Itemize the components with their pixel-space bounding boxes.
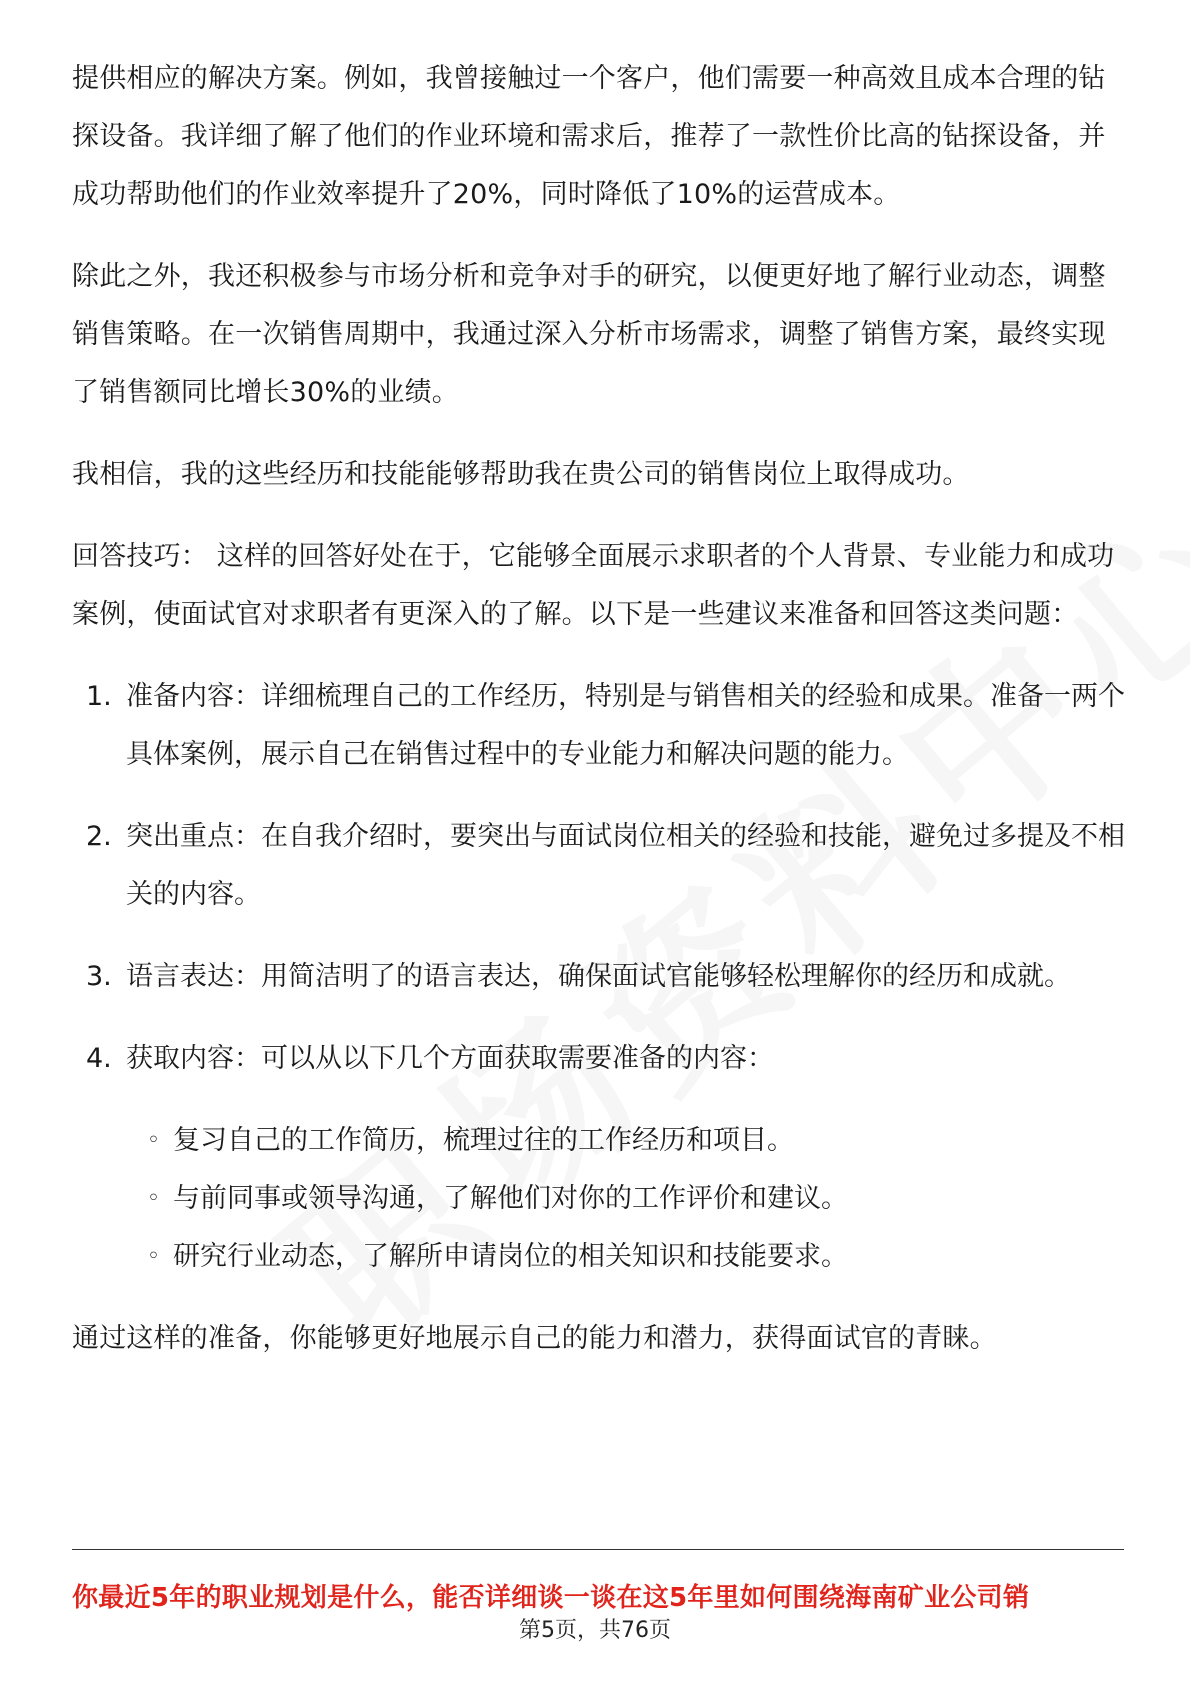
list-item	[72, 808, 1132, 924]
list-item-text: 准备内容：详细梳理自己的工作经历，特别是与销售相关的经验和成果。准备一两个具体案例，展示自己在销售过程中的专业能力和解决问题的能力。	[126, 681, 1125, 770]
bullet-icon: ◦	[147, 1244, 160, 1269]
list-item-text: 突出重点：在自我介绍时，要突出与面试岗位相关的经验和技能，避免过多提及不相关的内容。	[126, 821, 1125, 910]
paragraph-market-analysis: 除此之外，我还积极参与市场分析和竞争对手的研究，以便更好地了解行业动态，调整销售策略。在一次销售周期中，我通过深入分析市场需求，调整了销售方案，最终实现了销售额同比增长30%的业绩。	[72, 261, 1106, 408]
bullet-icon: ◦	[147, 1186, 160, 1211]
sub-list-item	[72, 1228, 1132, 1286]
sub-list-item-text: 与前同事或领导沟通，了解他们对你的工作评价和建议。	[173, 1183, 848, 1214]
sub-list-item	[72, 1112, 1132, 1170]
list-item	[72, 1030, 1132, 1088]
list-number: 4.	[86, 1043, 112, 1074]
page-number: 第5页，共76页	[519, 1618, 671, 1643]
list-number: 3.	[86, 961, 112, 992]
list-item-text: 获取内容：可以从以下几个方面获取需要准备的内容：	[126, 1043, 774, 1074]
tips-list	[72, 668, 1132, 1088]
divider	[72, 1549, 1124, 1550]
next-question-heading: 你最近5年的职业规划是什么，能否详细谈一谈在这5年里如何围绕海南矿业公司销	[72, 1583, 1030, 1613]
bullet-icon: ◦	[147, 1128, 160, 1153]
list-number: 1.	[86, 681, 112, 712]
document-body	[72, 50, 1132, 1368]
list-item	[72, 948, 1132, 1006]
list-number: 2.	[86, 821, 112, 852]
sub-list-item-text: 研究行业动态，了解所申请岗位的相关知识和技能要求。	[173, 1241, 848, 1272]
paragraph-closing: 通过这样的准备，你能够更好地展示自己的能力和潜力，获得面试官的青睐。	[72, 1323, 997, 1354]
paragraph-answer-tips: 回答技巧： 这样的回答好处在于，它能够全面展示求职者的个人背景、专业能力和成功案例，使面试官对求职者有更深入的了解。以下是一些建议来准备和回答这类问题：	[72, 541, 1115, 630]
paragraph-solution-example: 提供相应的解决方案。例如，我曾接触过一个客户，他们需要一种高效且成本合理的钻探设备。我详细了解了他们的作业环境和需求后，推荐了一款性价比高的钻探设备，并成功帮助他们的作业效率提升了20%，同时降低了10%的运营成本。	[72, 63, 1106, 210]
sub-list-item	[72, 1170, 1132, 1228]
sub-list-item-text: 复习自己的工作简历，梳理过往的工作经历和项目。	[173, 1125, 794, 1156]
sub-tips-list	[72, 1112, 1132, 1286]
list-item-text: 语言表达：用简洁明了的语言表达，确保面试官能够轻松理解你的经历和成就。	[126, 961, 1071, 992]
paragraph-conclusion: 我相信，我的这些经历和技能能够帮助我在贵公司的销售岗位上取得成功。	[72, 459, 970, 490]
list-item	[72, 668, 1132, 784]
